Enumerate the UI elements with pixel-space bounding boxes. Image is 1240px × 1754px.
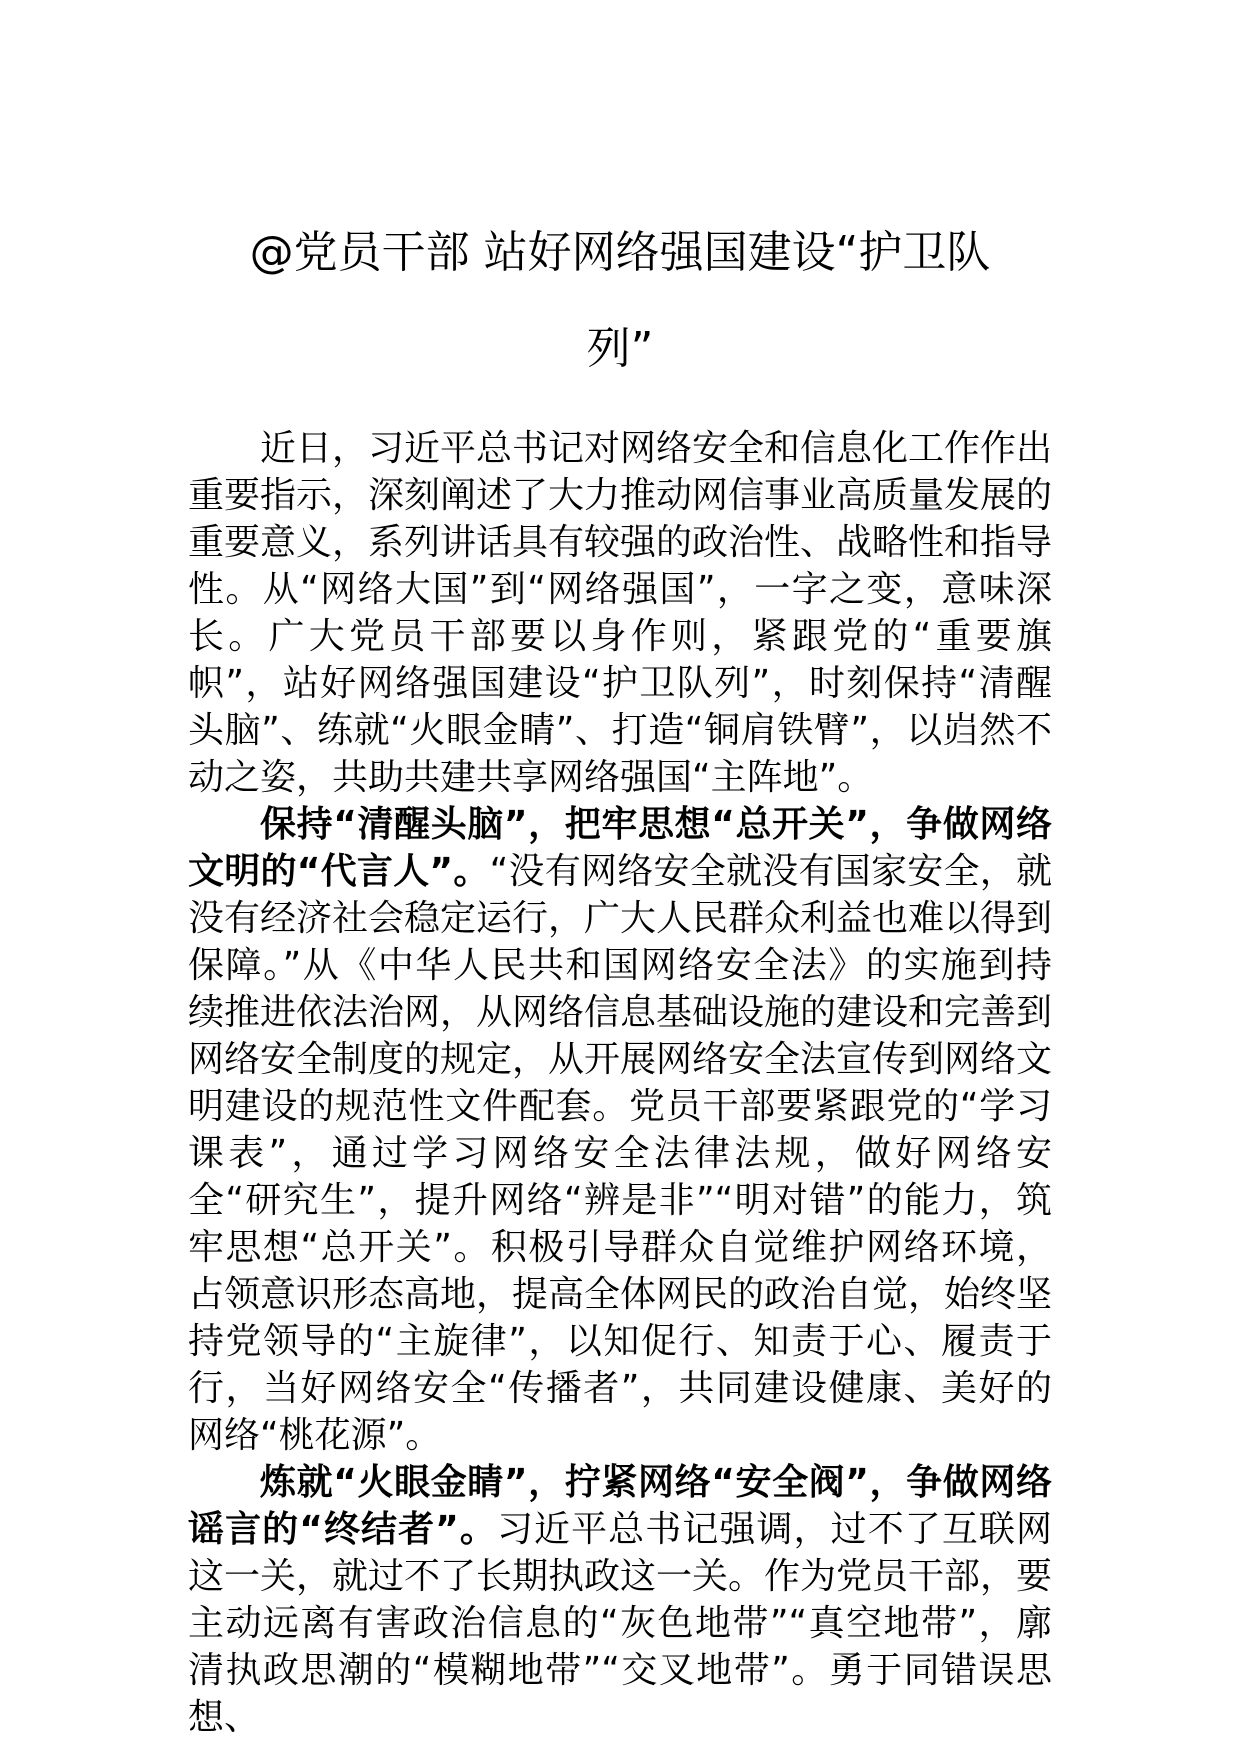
title-line-1: @党员干部 站好网络强国建设“护卫队: [249, 227, 991, 278]
document-body: [188, 425, 1052, 1741]
paragraph-text: 近日，习近平总书记对网络安全和信息化工作作出重要指示，深刻阐述了大力推动网信事业高质量发展的重要意义，系列讲话具有较强的政治性、战略性和指导性。从“网络大国”到“网络强国”，一字之变，意味深长。广大党员干部要以身作则，紧跟党的“重要旗帜”，站好网络强国建设“护卫队列”，时刻保持“清醒头脑”、练就“火眼金睛”、打造“铜肩铁臂”，以岿然不动之姿，共助共建共享网络强国“主阵地”。: [188, 428, 1053, 798]
title-line-2: 列”: [586, 323, 654, 374]
paragraph-text: “没有网络安全就没有国家安全，就没有经济社会稳定运行，广大人民群众利益也难以得到保障。”从《中华人民共和国网络安全法》的实施到持续推进依法治网，从网络信息基础设施的建设和完善到网络安全制度的规定，从开展网络安全法宣传到网络文明建设的规范性文件配套。党员干部要紧跟党的“学习课表”，通过学习网络安全法律法规，做好网络安全“研究生”，提升网络“辨是非”“明对错”的能力，筑牢思想“总开关”。积极引导群众自觉维护网络环境，占领意识形态高地，提高全体网民的政治自觉，始终坚持党领导的“主旋律”，以知促行、知责于心、履责于行，当好网络安全“传播者”，共同建设健康、美好的网络“桃花源”。: [188, 851, 1053, 1456]
paragraph-intro: [188, 425, 1052, 801]
paragraph-lead: 保持“清醒头脑”，把牢思想“总开关”，争做网络文明的“代言人”。: [188, 804, 1052, 892]
paragraph-clear-mind: [188, 801, 1052, 1459]
paragraph-text: 习近平总书记强调，过不了互联网这一关，就过不了长期执政这一关。作为党员干部，要主动远离有害政治信息的“灰色地带”“真空地带”，廓清执政思潮的“模糊地带”“交叉地带”。勇于同错误思想、: [188, 1509, 1053, 1738]
document-title: [150, 205, 1090, 397]
paragraph-lead: 炼就“火眼金睛”，拧紧网络“安全阀”，争做网络谣言的“终结者”。: [188, 1462, 1052, 1550]
paragraph-sharp-eyes: [188, 1459, 1052, 1741]
